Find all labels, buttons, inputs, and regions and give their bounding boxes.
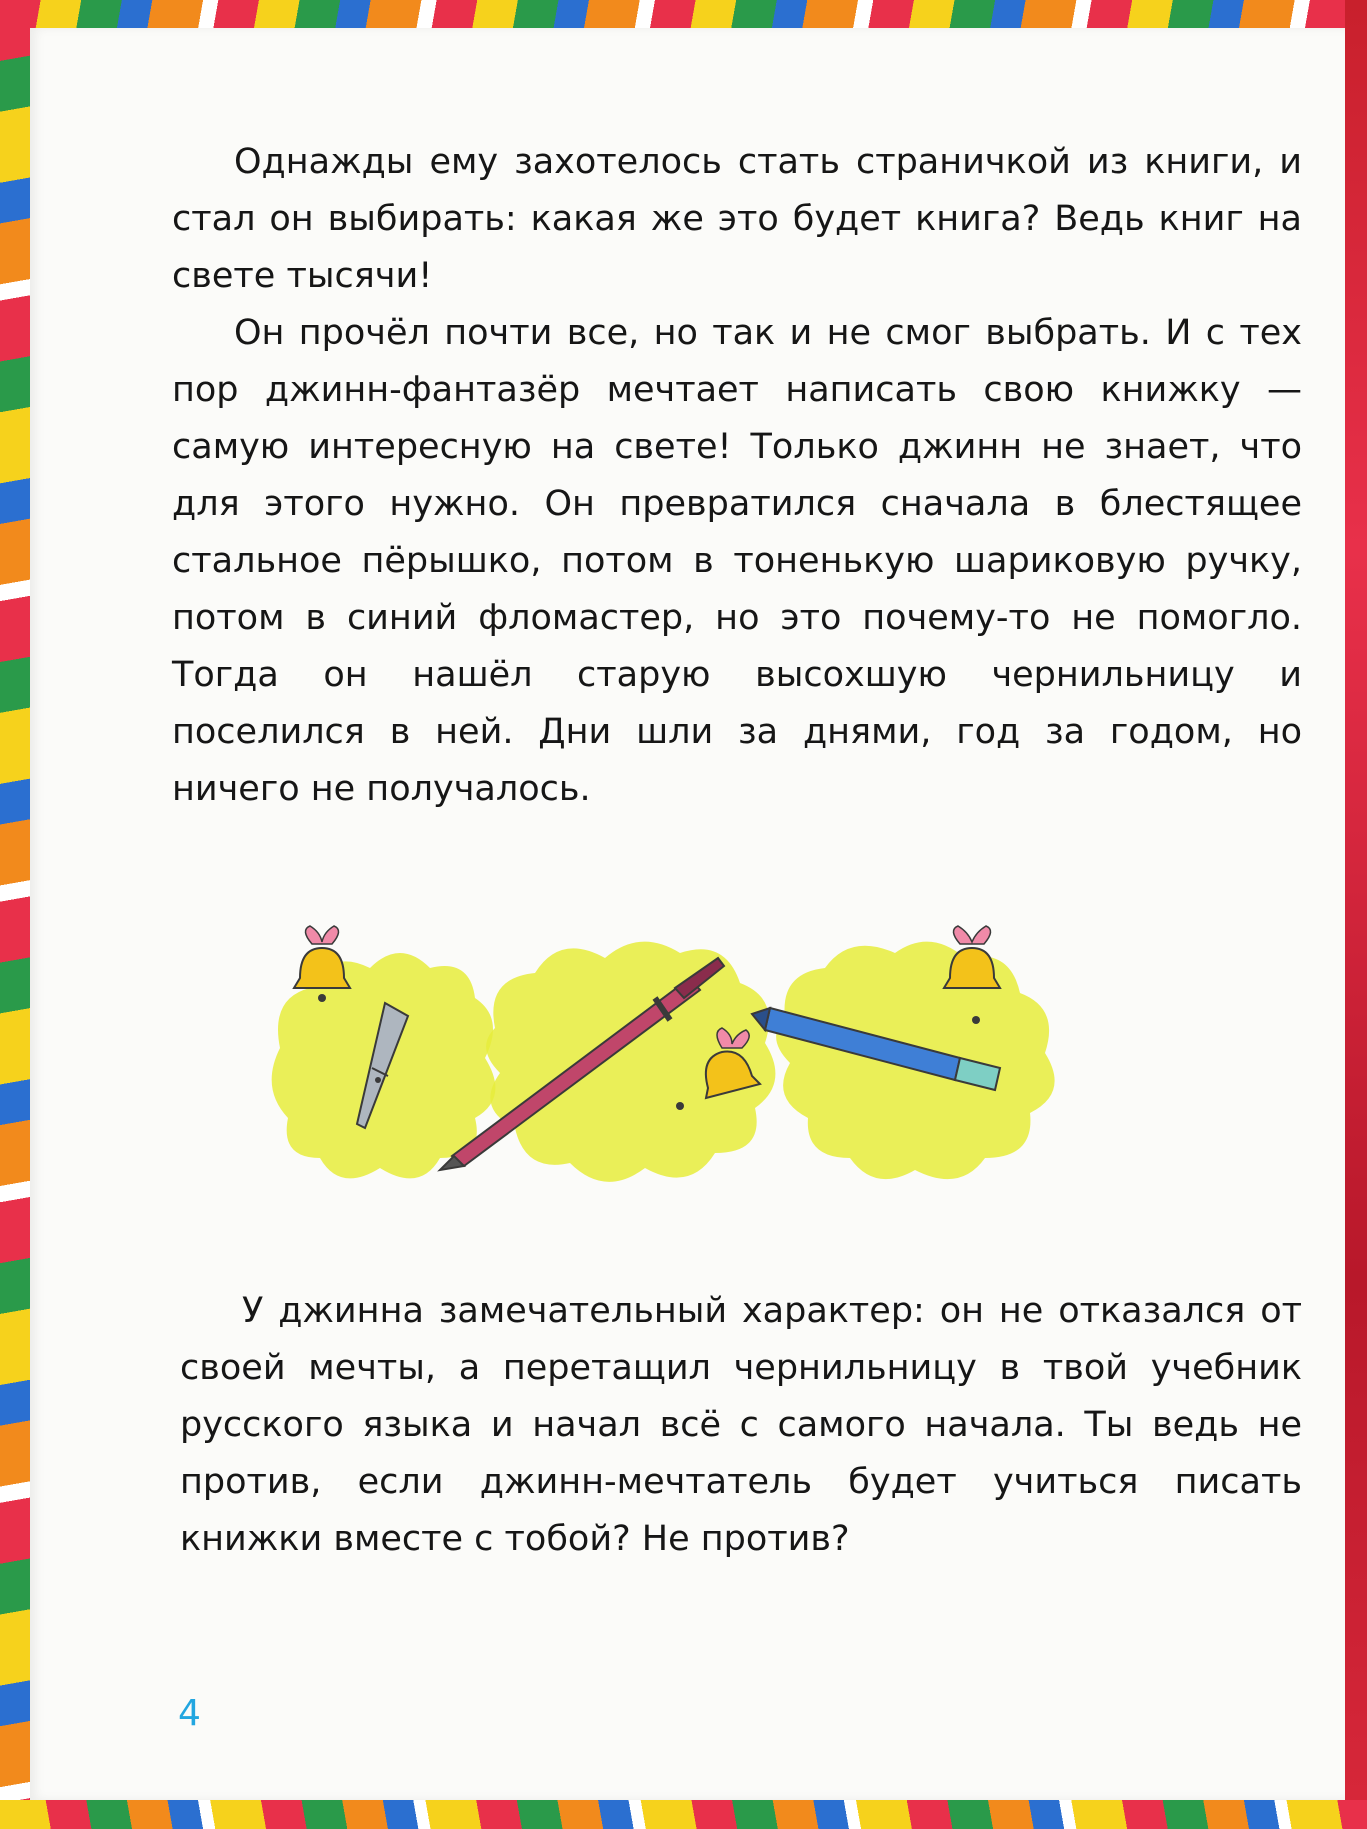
book-border-left [0,0,30,1829]
paragraph: У джинна замечательный характер: он не отказался от своей мечты, а перетащил чернильницу в твой учебник русского языка и начал всё с самого начала. Ты ведь не против, если джинн-мечтатель будет учиться писать книжки вместе с тобой? Не против? [180,1291,1302,1559]
book-border-right [1345,0,1367,1829]
text-block-top [172,134,1302,818]
book-border-top [0,0,1367,28]
text-block-bottom [180,1283,1302,1568]
paragraph: Однажды ему захотелось стать страничкой из книги, и стал он выбирать: какая же это будет книга? Ведь книг на свете тысячи! [172,142,1302,296]
book-border-bottom [0,1800,1367,1829]
writing-tools-illustration [260,908,1080,1248]
page-number: 4 [178,1693,201,1734]
paragraph: Он прочёл почти все, но так и не смог выбрать. И с тех пор джинн-фантазёр мечтает написать свою книжку — самую интересную на свете! Только джинн не знает, что для этого нужно. Он превратился сначала в блестящее стальное пёрышко, потом в тоненькую шариковую ручку, потом в синий фломастер, но это почему-то не помогло. Тогда он нашёл старую высохшую чернильницу и поселился в ней. Дни шли за днями, год за годом, но ничего не получалось. [172,313,1302,809]
book-page [30,28,1345,1800]
